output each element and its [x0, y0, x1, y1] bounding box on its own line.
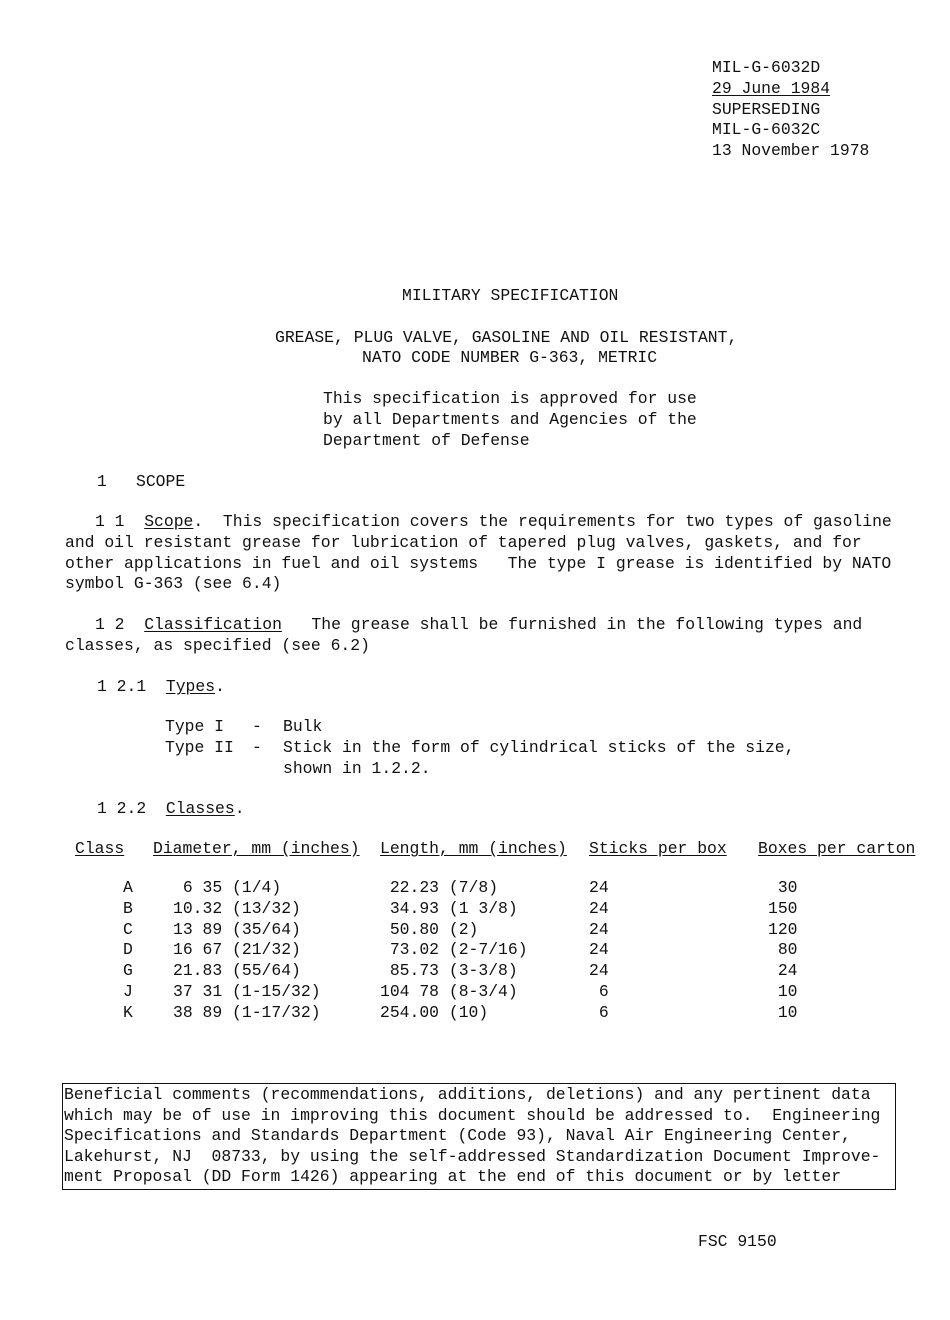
title-line-2: NATO CODE NUMBER G-363, METRIC — [362, 348, 658, 367]
table-cell: 80 — [768, 940, 798, 960]
table-cell: 104 78 (8-3/4) — [380, 982, 518, 1001]
table-cell: 6 35 (1/4) — [173, 878, 282, 897]
paragraph-1-1 — [65, 512, 892, 595]
table-cell: 24 — [589, 940, 609, 960]
fsc-code: FSC 9150 — [698, 1232, 777, 1251]
section-1-heading: SCOPE — [136, 472, 186, 491]
para-suffix: . — [234, 799, 245, 818]
para-text: The grease shall be furnished in the following types and — [281, 615, 863, 634]
table-cell: 10 — [768, 1002, 798, 1022]
paragraph-1-2-2 — [97, 799, 245, 820]
table-cell: 24 — [589, 919, 609, 939]
approval-statement — [323, 389, 697, 451]
comments-line: Beneficial comments (recommendations, additions, deletions) and any pertinent data — [64, 1085, 871, 1104]
table-cell: 24 — [589, 898, 609, 918]
doc-date-text: 29 June 1984 — [712, 78, 831, 98]
table-cell: 16 67 (21/32) — [173, 940, 301, 960]
table-cell: 22.23 (7/8) — [380, 878, 499, 897]
table-cell: K — [123, 1002, 133, 1022]
table-header-length — [380, 839, 567, 860]
table-cell: 30 — [768, 878, 798, 897]
table-cell: 34.93 (1 3/8) — [380, 898, 518, 918]
comments-line: ment Proposal (DD Form 1426) appearing at the end of this document or by letter — [64, 1167, 842, 1187]
comments-line: Specifications and Standards Department (Code 93), Naval Air Engineering Center, — [64, 1126, 851, 1146]
table-cell: 254.00 (10) — [380, 1002, 489, 1022]
approval-line: Department of Defense — [323, 430, 530, 450]
table-cell: 21.83 (55/64) — [173, 961, 301, 981]
para-heading: Scope — [144, 512, 194, 531]
header-text: Length, mm (inches) — [380, 839, 567, 858]
table-cell: 10.32 (13/32) — [173, 898, 301, 918]
comments-line: which may be of use in improving this document should be addressed to. Engineering — [64, 1105, 881, 1125]
table-cell: 37 31 (1-15/32) — [173, 982, 321, 1001]
para-number: 1 2.2 — [97, 799, 147, 818]
para-line: and oil resistant grease for lubrication of tapered plug valves, gaskets, and for — [65, 532, 862, 552]
para-line — [65, 512, 892, 533]
paragraph-1-2-1 — [97, 677, 225, 698]
table-header-class — [75, 839, 124, 860]
table-cell: 50.80 (2) — [380, 919, 479, 939]
type-dashes: - - — [252, 717, 262, 757]
comments-box — [62, 1083, 896, 1190]
section-1-number: 1 — [97, 472, 107, 491]
para-number: 1 1 — [95, 512, 125, 531]
table-cell: 150 — [768, 898, 798, 918]
type-desc: Stick in the form of cylindrical sticks of the size, — [283, 737, 795, 757]
para-heading: Classes — [165, 799, 235, 818]
doc-date — [712, 79, 869, 100]
superseding-label: SUPERSEDING — [712, 99, 821, 119]
para-line: symbol G-363 (see 6.4) — [65, 574, 282, 594]
comments-line: Lakehurst, NJ 08733, by using the self-addressed Standardization Document Improve- — [64, 1146, 881, 1166]
table-cell: J — [123, 982, 133, 1001]
para-text: . This specification covers the requirements for two types of gasoline — [193, 512, 892, 531]
table-header-boxes — [758, 839, 915, 860]
paragraph-1-2 — [65, 615, 862, 657]
superseded-date: 13 November 1978 — [712, 141, 870, 161]
table-cell: 6 — [589, 1002, 609, 1022]
para-heading: Types — [165, 677, 216, 696]
table-cell: 24 — [589, 878, 609, 897]
table-cell: D — [123, 940, 133, 960]
para-suffix: . — [215, 677, 225, 696]
table-cell: 13 89 (35/64) — [173, 919, 301, 939]
doc-number: MIL-G-6032D — [712, 58, 821, 77]
type-name: Type I — [165, 717, 225, 736]
type-desc: Bulk — [283, 717, 323, 736]
type-descriptions — [283, 717, 794, 779]
table-cell: 24 — [768, 961, 798, 981]
table-cell: 73.02 (2-7/16) — [380, 940, 528, 960]
table-cell: A — [123, 878, 133, 897]
comments-text — [64, 1085, 895, 1188]
table-header-diameter — [153, 839, 360, 860]
para-heading: Classification — [144, 615, 282, 634]
title-line-1: GREASE, PLUG VALVE, GASOLINE AND OIL RESISTANT, — [275, 328, 738, 347]
header-text: Diameter, mm (inches) — [153, 839, 360, 858]
type-names — [165, 717, 234, 759]
header-text: Sticks per box — [589, 839, 727, 858]
table-cell: 24 — [589, 961, 609, 981]
table-cell: B — [123, 898, 133, 918]
table-cell: 6 — [589, 982, 609, 1001]
table-header-sticks — [589, 839, 727, 860]
table-cell: 120 — [768, 919, 798, 939]
header-text: Boxes per carton — [758, 839, 916, 858]
superseded-number: MIL-G-6032C — [712, 120, 821, 140]
type-desc: shown in 1.2.2. — [283, 758, 431, 778]
table-cell: 38 89 (1-17/32) — [173, 1002, 321, 1022]
para-line: other applications in fuel and oil systems The type I grease is identified by NATO — [65, 553, 892, 573]
table-cell: C — [123, 919, 133, 939]
table-cell: 85.73 (3-3/8) — [380, 961, 518, 981]
para-line — [65, 615, 862, 636]
table-cell: G — [123, 961, 133, 981]
para-number: 1 2.1 — [97, 677, 147, 696]
para-number: 1 2 — [95, 615, 125, 634]
document-header — [712, 58, 869, 162]
para-line: classes, as specified (see 6.2) — [65, 635, 370, 655]
approval-line: by all Departments and Agencies of the — [323, 409, 697, 429]
type-name: Type II — [165, 737, 234, 757]
spec-type: MILITARY SPECIFICATION — [402, 286, 619, 305]
header-text: Class — [75, 839, 125, 858]
table-cell: 10 — [768, 982, 798, 1001]
approval-line: This specification is approved for use — [323, 389, 697, 408]
